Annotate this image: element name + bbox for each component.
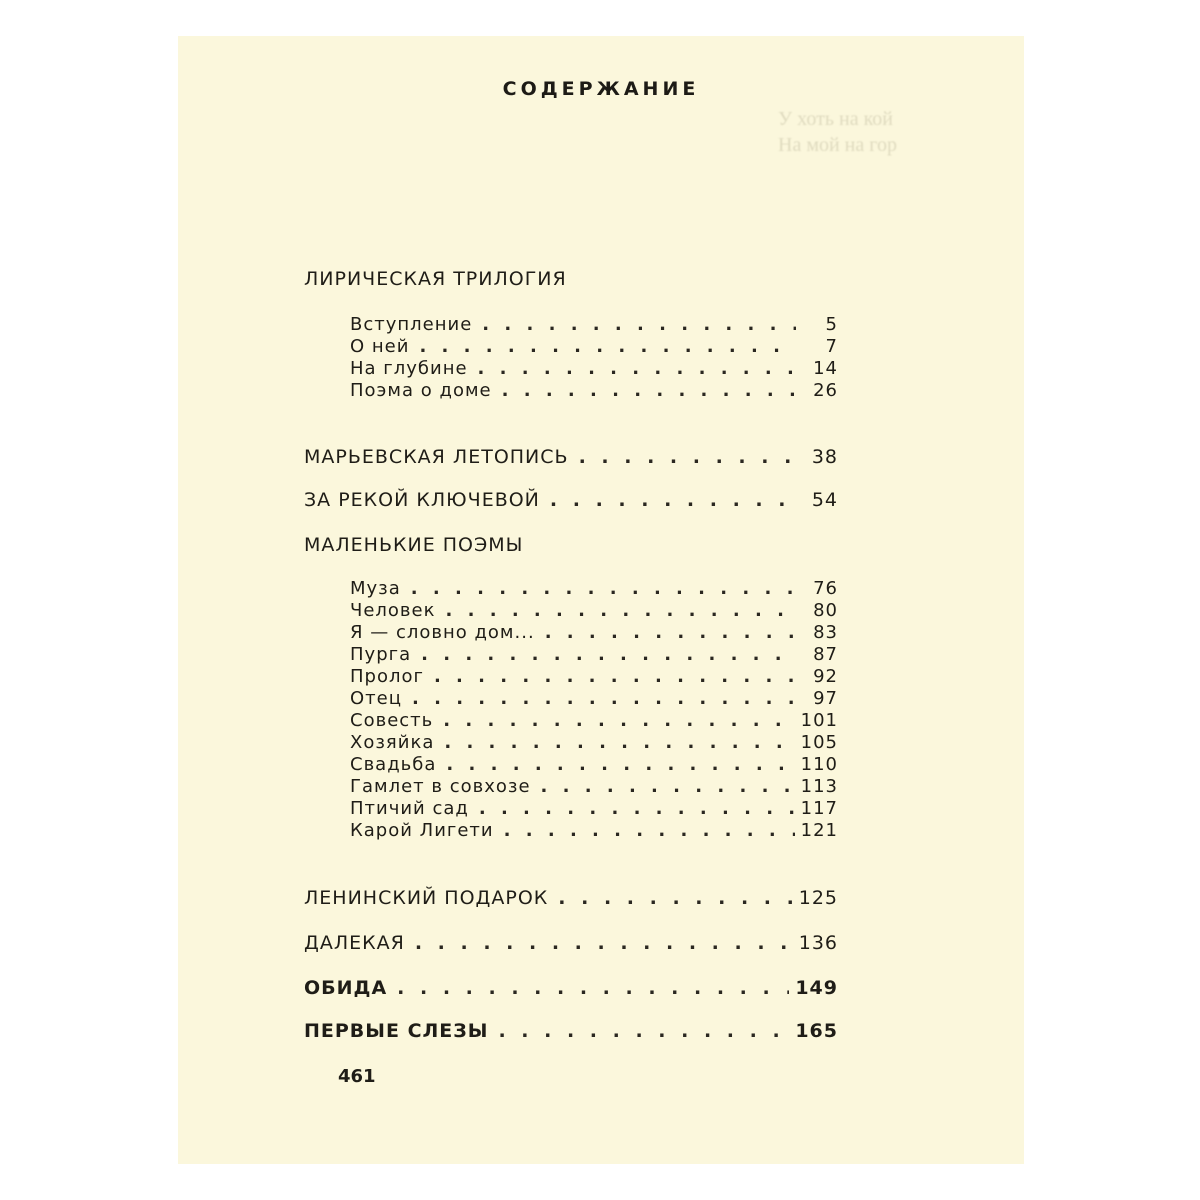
toc-entry-page: 121 xyxy=(800,820,838,841)
toc-entry-title: На глубине xyxy=(350,358,468,379)
toc-entry-title: Хозяйка xyxy=(350,732,435,753)
toc-entry-first-tears xyxy=(304,1018,838,1044)
toc-entry-page: 54 xyxy=(811,489,838,511)
toc-entry-title: ЛЕНИНСКИЙ ПОДАРОК xyxy=(304,887,549,909)
toc-entry-page: 105 xyxy=(800,732,838,753)
toc-entry-lenin-gift xyxy=(304,885,838,911)
toc-entry-title: ДАЛЕКАЯ xyxy=(304,932,405,954)
page-number: 461 xyxy=(338,1066,376,1087)
toc-entry-page: 87 xyxy=(813,644,838,665)
toc-entry xyxy=(350,798,838,820)
toc-entry xyxy=(350,380,838,402)
toc-entry-page: 5 xyxy=(825,314,838,335)
toc-entry-title: Пролог xyxy=(350,666,424,687)
toc-entry-title: Вступление xyxy=(350,314,473,335)
toc-entry-page: 26 xyxy=(813,380,838,401)
toc-entry-title: Совесть xyxy=(350,710,434,731)
leader-dots xyxy=(411,578,796,600)
toc-entry-maryevka xyxy=(304,444,838,470)
toc-entry-page: 80 xyxy=(813,600,838,621)
leader-dots xyxy=(446,754,794,776)
toc-entry-page: 165 xyxy=(795,1020,838,1042)
toc-entry-title: МАРЬЕВСКАЯ ЛЕТОПИСЬ xyxy=(304,446,569,468)
toc-entry xyxy=(350,358,838,380)
toc-entry-page: 83 xyxy=(813,622,838,643)
page-title: СОДЕРЖАНИЕ xyxy=(502,78,700,100)
toc-entry-offense xyxy=(304,975,838,1001)
section-heading-small-poems: МАЛЕНЬКИЕ ПОЭМЫ xyxy=(304,534,524,556)
toc-entry xyxy=(350,336,838,358)
toc-entry-page: 76 xyxy=(813,578,838,599)
toc-entry-title: Муза xyxy=(350,578,401,599)
leader-dots xyxy=(482,314,796,336)
toc-entry-page: 117 xyxy=(800,798,838,819)
toc-entry-page: 101 xyxy=(800,710,838,731)
toc-entry xyxy=(350,820,838,842)
toc-entry-title: Отец xyxy=(350,688,402,709)
toc-entry xyxy=(350,314,838,336)
leader-dots xyxy=(444,732,794,754)
toc-entry-title: Пурга xyxy=(350,644,412,665)
toc-entry-page: 38 xyxy=(811,446,838,468)
leader-dots xyxy=(541,776,795,798)
toc-entry-title: О ней xyxy=(350,336,410,357)
leader-dots xyxy=(579,444,796,470)
show-through-line-2: На мой на гор xyxy=(778,134,897,156)
toc-entry xyxy=(350,622,838,644)
toc-entry-title: Я — словно дом... xyxy=(350,622,535,643)
toc-entry-distant xyxy=(304,930,838,956)
leader-dots xyxy=(478,358,796,380)
leader-dots xyxy=(550,487,796,513)
toc-entry-page: 92 xyxy=(813,666,838,687)
leader-dots xyxy=(545,622,796,644)
leader-dots xyxy=(479,798,795,820)
toc-entry-title: Свадьба xyxy=(350,754,437,775)
toc-entry-page: 7 xyxy=(825,336,838,357)
leader-dots xyxy=(421,644,796,666)
leader-dots xyxy=(397,975,789,1001)
toc-entry-title: Карой Лигети xyxy=(350,820,494,841)
leader-dots xyxy=(498,1018,789,1044)
leader-dots xyxy=(446,600,797,622)
show-through-text xyxy=(778,106,1018,206)
toc-entry xyxy=(350,666,838,688)
toc-entry-page: 125 xyxy=(798,887,838,909)
toc-entry-title: ЗА РЕКОЙ КЛЮЧЕВОЙ xyxy=(304,489,540,511)
show-through-line-1: У хоть на кой xyxy=(778,108,893,130)
toc-entry-page: 113 xyxy=(800,776,838,797)
toc-entry-title: ОБИДА xyxy=(304,977,388,999)
toc-entry-title: Гамлет в совхозе xyxy=(350,776,531,797)
toc-entry-page: 97 xyxy=(813,688,838,709)
toc-entry-page: 110 xyxy=(800,754,838,775)
toc-entry xyxy=(350,732,838,754)
toc-entry-title: Птичий сад xyxy=(350,798,469,819)
leader-dots xyxy=(443,710,794,732)
leader-dots xyxy=(558,885,792,911)
section-heading-lyric-trilogy: ЛИРИЧЕСКАЯ ТРИЛОГИЯ xyxy=(304,268,567,290)
toc-entry xyxy=(350,710,838,732)
leader-dots xyxy=(419,336,796,358)
toc-entry xyxy=(350,688,838,710)
leader-dots xyxy=(412,688,796,710)
leader-dots xyxy=(434,666,796,688)
toc-entry-title: Человек xyxy=(350,600,436,621)
toc-entry-page: 136 xyxy=(798,932,838,954)
toc-entry-klyuchevaya xyxy=(304,487,838,513)
toc-entry xyxy=(350,600,838,622)
toc-entry xyxy=(350,776,838,798)
leader-dots xyxy=(415,930,793,956)
toc-entry-title: Поэма о доме xyxy=(350,380,492,401)
toc-entry xyxy=(350,644,838,666)
book-page xyxy=(178,36,1024,1164)
toc-entry xyxy=(350,578,838,600)
leader-dots xyxy=(504,820,795,842)
toc-entry-page: 14 xyxy=(813,358,838,379)
toc-entry-page: 149 xyxy=(795,977,838,999)
toc-entry-title: ПЕРВЫЕ СЛЕЗЫ xyxy=(304,1020,489,1042)
leader-dots xyxy=(502,380,796,402)
toc-entry xyxy=(350,754,838,776)
